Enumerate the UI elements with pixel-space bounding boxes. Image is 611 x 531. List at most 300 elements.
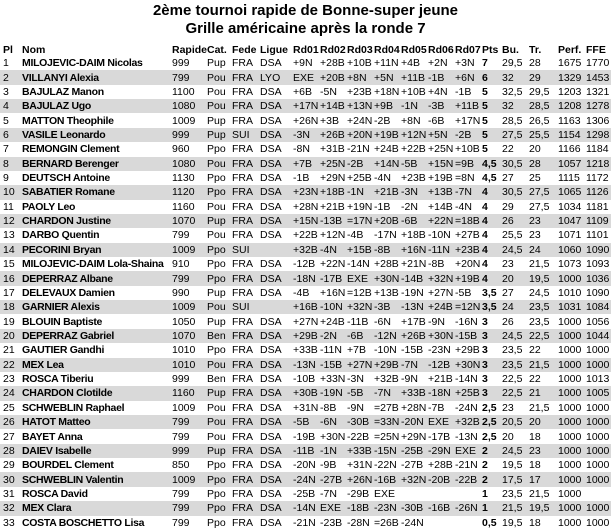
cell-rd02: +20B: [320, 71, 345, 84]
cell-rd02: +30N: [320, 430, 346, 443]
cell-rd07: -7N: [455, 186, 472, 199]
cell-rd04: +13B: [374, 286, 399, 299]
cell-bu: 28,5: [502, 114, 523, 127]
cell-rapide: 1080: [172, 100, 196, 113]
cell-cat: Pou: [207, 430, 226, 443]
cell-rd03: +24N: [347, 114, 373, 127]
cell-rd03: -14N: [347, 258, 370, 271]
cell-rd07: +32B: [455, 416, 480, 429]
cell-bu: 22,5: [502, 387, 523, 400]
cell-cat: Ppo: [207, 487, 226, 500]
cell-nom: MATTON Theophile: [22, 114, 114, 127]
cell-rapide: 799: [172, 430, 190, 443]
cell-ffe: 1056: [586, 315, 610, 328]
cell-pl: 23: [3, 373, 15, 386]
cell-rapide: 799: [172, 516, 190, 529]
cell-rd02: +16N: [320, 286, 346, 299]
cell-rd07: -5B: [455, 286, 472, 299]
cell-pl: 14: [3, 243, 15, 256]
cell-tr: 29: [529, 71, 541, 84]
cell-ffe: 1321: [586, 85, 610, 98]
cell-ligue: DSA: [260, 200, 282, 213]
cell-bu: 20,5: [502, 416, 523, 429]
cell-rd01: -10B: [293, 373, 316, 386]
cell-rd06: [428, 487, 455, 501]
cell-rd07: +20N: [455, 258, 481, 271]
cell-rd03: -29B: [347, 487, 370, 500]
cell-rd01: +22B: [293, 229, 318, 242]
cell-rd06: +21B: [428, 373, 453, 386]
cell-rd06: -7B: [428, 401, 445, 414]
table-row: [0, 401, 611, 415]
cell-pts: 1: [482, 487, 488, 500]
cell-perf: 1115: [558, 172, 580, 185]
column-header-rd05: Rd05: [401, 44, 427, 56]
cell-rd06: -8B: [428, 258, 445, 271]
cell-rd02: -8B: [320, 401, 337, 414]
cell-ffe: 1000: [586, 430, 610, 443]
cell-pts: 4,5: [482, 157, 497, 170]
cell-tr: 21,5: [529, 401, 550, 414]
cell-rd04: -23N: [374, 502, 397, 515]
cell-pts: 5: [482, 128, 488, 141]
cell-pts: 4: [482, 229, 488, 242]
cell-ligue: DSA: [260, 373, 282, 386]
cell-bu: 20: [502, 272, 514, 285]
cell-pl: 8: [3, 157, 9, 170]
cell-ligue: DSA: [260, 215, 282, 228]
cell-cat: Pup: [207, 315, 226, 328]
table-row: [0, 257, 611, 271]
cell-fede: FRA: [232, 114, 253, 127]
cell-rd05: -6B: [401, 215, 418, 228]
cell-nom: DEPERRAZ Albane: [22, 272, 113, 285]
cell-ffe: 1000: [586, 459, 610, 472]
cell-bu: 23,5: [502, 344, 523, 357]
cell-rd04: -15N: [374, 444, 397, 457]
table-row: [0, 243, 611, 257]
cell-rapide: 850: [172, 459, 190, 472]
cell-rd05: -20N: [401, 416, 424, 429]
cell-ffe: 1090: [586, 286, 610, 299]
cell-rapide: 1100: [172, 85, 195, 98]
cell-pts: 7: [482, 57, 488, 70]
cell-ffe: 1306: [586, 114, 610, 127]
cell-ligue: DSA: [260, 272, 282, 285]
cell-rd04: +21B: [374, 186, 399, 199]
cell-ligue: DSA: [260, 229, 282, 242]
cell-rd04: =25N: [374, 430, 400, 443]
cell-rd04: -1B: [374, 200, 391, 213]
cell-rd07: -2B: [455, 128, 472, 141]
cell-rd05: +26B: [401, 330, 426, 342]
cell-rd07: -14N: [455, 373, 478, 386]
cell-tr: 20: [529, 416, 541, 429]
cell-nom: ROSCA David: [22, 487, 88, 500]
cell-rd05: +18B: [401, 229, 426, 242]
cell-nom: BAJULAZ Manon: [22, 85, 104, 98]
cell-rd02: -2N: [320, 330, 337, 342]
cell-rd07: -26N: [455, 502, 478, 515]
title-block: [0, 0, 611, 38]
table-row: [0, 271, 611, 285]
cell-bu: 32,5: [502, 85, 523, 98]
cell-pts: 2: [482, 459, 488, 472]
cell-cat: Pup: [207, 57, 226, 70]
cell-rd01: +23N: [293, 186, 319, 199]
cell-rd02: -17B: [320, 272, 343, 285]
cell-ffe: 1000: [586, 416, 610, 429]
cell-nom: HATOT Matteo: [22, 416, 91, 429]
cell-perf: 1000: [558, 473, 582, 486]
cell-ligue: DSA: [260, 516, 282, 529]
cell-tr: 23: [529, 215, 541, 228]
cell-ffe: 1036: [586, 272, 610, 285]
cell-rapide: 1070: [172, 330, 196, 342]
cell-tr: 28: [529, 157, 541, 170]
cell-rd02: -1N: [320, 444, 337, 457]
cell-cat: Ppo: [207, 143, 226, 156]
cell-rd05: +33B: [401, 387, 426, 400]
cell-rd06: +4N: [428, 85, 448, 98]
cell-rapide: 910: [172, 258, 190, 271]
cell-tr: 18: [529, 459, 541, 472]
cell-rd06: -6B: [428, 114, 445, 127]
cell-rd07: [455, 487, 482, 501]
cell-fede: SUI: [232, 128, 250, 141]
cell-rd07: -21N: [455, 459, 478, 472]
cell-rd02: -23B: [320, 516, 343, 529]
cell-pl: 12: [3, 215, 15, 228]
column-header-pl: Pl: [3, 44, 13, 56]
cell-rd03: -1N: [347, 186, 364, 199]
cell-rd02: +24B: [320, 315, 345, 328]
cell-pl: 26: [3, 416, 15, 429]
table-row: [0, 85, 611, 99]
cell-rd02: -15B: [320, 358, 343, 371]
cell-ffe: [586, 487, 611, 501]
cell-rd06: [428, 516, 455, 530]
cell-perf: 1166: [558, 143, 581, 156]
table-row: [0, 329, 611, 343]
cell-rd03: +23B: [347, 85, 372, 98]
cell-perf: 1163: [558, 114, 581, 127]
cell-fede: FRA: [232, 516, 253, 529]
cell-rd06: -12B: [428, 358, 451, 371]
table-row: [0, 358, 611, 372]
cell-rd05: +16N: [401, 243, 427, 256]
cell-fede: FRA: [232, 157, 253, 170]
cell-ligue: DSA: [260, 387, 282, 400]
cell-cat: Ppo: [207, 243, 226, 256]
cell-nom: MEX Clara: [22, 502, 72, 515]
table-header-row: [0, 40, 611, 56]
cell-rd03: -6B: [347, 330, 364, 342]
cell-bu: 23: [502, 401, 514, 414]
cell-cat: Pou: [207, 157, 226, 170]
cell-bu: 32: [502, 71, 514, 84]
cell-pl: 15: [3, 258, 15, 271]
cell-ffe: 1044: [586, 330, 610, 342]
cell-cat: Ppo: [207, 258, 226, 271]
cell-ligue: DSA: [260, 186, 282, 199]
cell-rapide: 1070: [172, 215, 196, 228]
cell-fede: FRA: [232, 57, 253, 70]
cell-pts: 3: [482, 330, 488, 342]
cell-rd01: +16B: [293, 301, 318, 314]
cell-nom: SCHWEBLIN Raphael: [22, 401, 125, 414]
cell-pts: 2,5: [482, 401, 497, 414]
cell-cat: Pup: [207, 215, 226, 228]
cell-rd01: +26N: [293, 114, 319, 127]
cell-ffe: 1101: [586, 229, 609, 242]
cell-rd06: EXE: [428, 416, 450, 429]
cell-ligue: DSA: [260, 315, 282, 328]
cell-rd01: +17N: [293, 100, 319, 113]
cell-rapide: 799: [172, 71, 190, 84]
cell-cat: Pou: [207, 200, 226, 213]
cell-rd04: -17N: [374, 229, 397, 242]
cell-bu: 26: [502, 215, 514, 228]
cell-rd04: -12N: [374, 330, 397, 342]
table-row: [0, 99, 611, 113]
column-header-perf: Perf.: [558, 44, 582, 56]
cell-fede: FRA: [232, 358, 253, 371]
cell-rd05: -30B: [401, 502, 424, 515]
cell-rd06: -1B: [428, 71, 445, 84]
cell-pts: 5: [482, 85, 488, 98]
cell-rd02: +18B: [320, 186, 345, 199]
cell-perf: 1000: [558, 487, 582, 500]
cell-tr: 28: [529, 57, 541, 70]
cell-rapide: 799: [172, 487, 190, 500]
cell-rd05: -5B: [401, 157, 418, 170]
cell-rd01: -1B: [293, 172, 310, 185]
cell-fede: FRA: [232, 143, 253, 156]
cell-pl: 21: [3, 344, 15, 357]
table-row: [0, 314, 611, 328]
cell-rd01: +27N: [293, 315, 319, 328]
cell-bu: 27: [502, 286, 514, 299]
table-row: [0, 429, 611, 443]
cell-cat: Pou: [207, 301, 226, 314]
cell-pl: 32: [3, 502, 15, 515]
cell-pts: 2,5: [482, 416, 497, 429]
cell-rd02: -6N: [320, 416, 337, 429]
cell-fede: FRA: [232, 215, 253, 228]
cell-ligue: DSA: [260, 57, 282, 70]
cell-rd03: +25B: [347, 172, 372, 185]
cell-rd04: =33N: [374, 416, 400, 429]
cell-rd02: +25N: [320, 157, 346, 170]
cell-nom: SCHWEBLIN Valentin: [22, 473, 124, 486]
cell-pts: 3: [482, 344, 488, 357]
cell-rd03: +33B: [347, 444, 372, 457]
cell-rd05: +21N: [401, 258, 427, 271]
cell-rd06: +27N: [428, 286, 454, 299]
cell-pts: 4: [482, 258, 488, 271]
cell-rd05: +8N: [401, 114, 421, 127]
cell-ligue: DSA: [260, 100, 282, 113]
cell-bu: 19,5: [502, 459, 523, 472]
cell-rd03: +20N: [347, 128, 373, 141]
cell-perf: 1000: [558, 459, 582, 472]
cell-tr: 27,5: [529, 186, 550, 199]
cell-cat: Ppo: [207, 502, 226, 515]
cell-rd01: -4B: [293, 286, 310, 299]
cell-nom: COSTA BOSCHETTO Lisa: [22, 516, 145, 529]
cell-tr: 21,5: [529, 358, 550, 371]
cell-pl: 29: [3, 459, 15, 472]
cell-perf: 1000: [558, 387, 582, 400]
cell-fede: FRA: [232, 430, 253, 443]
cell-rd01: -14N: [293, 502, 316, 515]
cell-pl: 28: [3, 444, 15, 457]
cell-rd06: +13B: [428, 186, 453, 199]
cell-rd07: +23B: [455, 243, 480, 256]
cell-tr: 23,5: [529, 315, 550, 328]
cell-rd05: +29N: [401, 430, 427, 443]
cell-rd05: +22B: [401, 143, 426, 156]
cell-perf: 1000: [558, 444, 582, 457]
cell-rd04: +32B: [374, 373, 399, 386]
cell-rd05: -1N: [401, 100, 418, 113]
table-row: [0, 200, 611, 214]
cell-fede: FRA: [232, 444, 253, 457]
cell-pl: 11: [3, 200, 14, 213]
cell-rd06: -29N: [428, 444, 451, 457]
cell-perf: 1034: [558, 200, 582, 213]
cell-fede: FRA: [232, 473, 253, 486]
table-row: [0, 458, 611, 472]
table-row: [0, 142, 611, 156]
table-row: [0, 157, 611, 171]
cell-fede: FRA: [232, 387, 253, 400]
cell-tr: 21: [529, 387, 541, 400]
cell-rd03: +19N: [347, 200, 373, 213]
cell-rd07: +11B: [455, 100, 480, 113]
cell-perf: 1071: [558, 229, 582, 242]
cell-rapide: 1130: [172, 172, 195, 185]
cell-rd05: -27B: [401, 459, 424, 472]
cell-ligue: DSA: [260, 430, 282, 443]
table-row: [0, 415, 611, 429]
cell-fede: FRA: [232, 172, 253, 185]
cell-rd03: -28N: [347, 516, 370, 529]
cell-nom: CHARDON Justine: [22, 215, 111, 228]
table-row: [0, 487, 611, 501]
cell-rd07: -16N: [455, 315, 478, 328]
table-row: [0, 214, 611, 228]
table-row: [0, 343, 611, 357]
cell-perf: 1000: [558, 315, 582, 328]
cell-rd05: +12N: [401, 128, 427, 141]
cell-perf: 1000: [558, 344, 582, 357]
cell-rd06: +28B: [428, 459, 453, 472]
cell-bu: 26: [502, 315, 514, 328]
cell-rd03: -22B: [347, 430, 370, 443]
cell-pts: 3: [482, 315, 488, 328]
column-header-rd02: Rd02: [320, 44, 346, 56]
cell-ligue: DSA: [260, 502, 282, 515]
cell-nom: GAUTIER Gandhi: [22, 344, 105, 357]
cell-nom: BAJULAZ Ugo: [22, 100, 92, 113]
cell-cat: Pup: [207, 114, 226, 127]
cell-fede: FRA: [232, 487, 253, 500]
cell-ligue: DSA: [260, 444, 282, 457]
cell-pl: 7: [3, 143, 9, 156]
column-header-rd03: Rd03: [347, 44, 373, 56]
cell-bu: 19,5: [502, 516, 523, 529]
cell-rd07: -4N: [455, 200, 472, 213]
cell-nom: DEUTSCH Antoine: [22, 172, 110, 185]
cell-bu: 30,5: [502, 157, 523, 170]
cell-bu: 25,5: [502, 229, 523, 242]
cell-rd04: +28B: [374, 258, 399, 271]
table-row: [0, 300, 611, 314]
cell-pts: 6: [482, 71, 488, 84]
cell-rd04: =26B: [374, 516, 399, 529]
column-header-tr: Tr.: [529, 44, 542, 56]
cell-bu: 27,5: [502, 128, 523, 141]
cell-rd05: [401, 487, 428, 501]
cell-pts: 2: [482, 473, 488, 486]
cell-pl: 2: [3, 71, 9, 84]
cell-bu: 23: [502, 258, 514, 271]
cell-rapide: 799: [172, 502, 190, 515]
cell-perf: 1000: [558, 516, 582, 529]
cell-pts: 4,5: [482, 172, 497, 185]
cell-ligue: DSA: [260, 473, 282, 486]
cell-ffe: 1093: [586, 258, 610, 271]
cell-perf: 1000: [558, 430, 582, 443]
cell-rd01: -12B: [293, 258, 316, 271]
cell-bu: 32: [502, 100, 514, 113]
cell-rd03: +10B: [347, 57, 372, 70]
cell-tr: 25: [529, 172, 541, 185]
cell-rd07: +25B: [455, 387, 480, 400]
cell-tr: 24,5: [529, 286, 550, 299]
cell-rd06: -17B: [428, 430, 451, 443]
cell-rd07: [455, 516, 482, 530]
cell-bu: 24,5: [502, 330, 523, 342]
cell-pl: 31: [3, 487, 15, 500]
cell-rd07: -1B: [455, 85, 472, 98]
cell-rapide: 999: [172, 444, 190, 457]
cell-perf: 1208: [558, 100, 582, 113]
cell-rd07: -13N: [455, 430, 478, 443]
cell-rd01: +30B: [293, 387, 318, 400]
table-row: [0, 185, 611, 199]
cell-rapide: 1009: [172, 243, 196, 256]
cell-rd05: -2N: [401, 200, 418, 213]
cell-rd03: -30B: [347, 416, 370, 429]
cell-tr: 21,5: [529, 487, 550, 500]
cell-rd01: +29B: [293, 330, 318, 342]
cell-tr: 17: [529, 473, 541, 486]
cell-pts: 4: [482, 186, 488, 199]
cell-ffe: 1000: [586, 358, 610, 371]
cell-bu: 23,5: [502, 358, 523, 371]
cell-fede: FRA: [232, 200, 253, 213]
cell-nom: MILOJEVIC-DAIM Nicolas: [22, 57, 143, 70]
cell-rd03: +15B: [347, 243, 372, 256]
cell-tr: 27,5: [529, 200, 550, 213]
cell-rd05: -14B: [401, 272, 424, 285]
cell-fede: FRA: [232, 344, 253, 357]
cell-rd05: +10B: [401, 85, 426, 98]
cell-rd02: +26B: [320, 128, 345, 141]
